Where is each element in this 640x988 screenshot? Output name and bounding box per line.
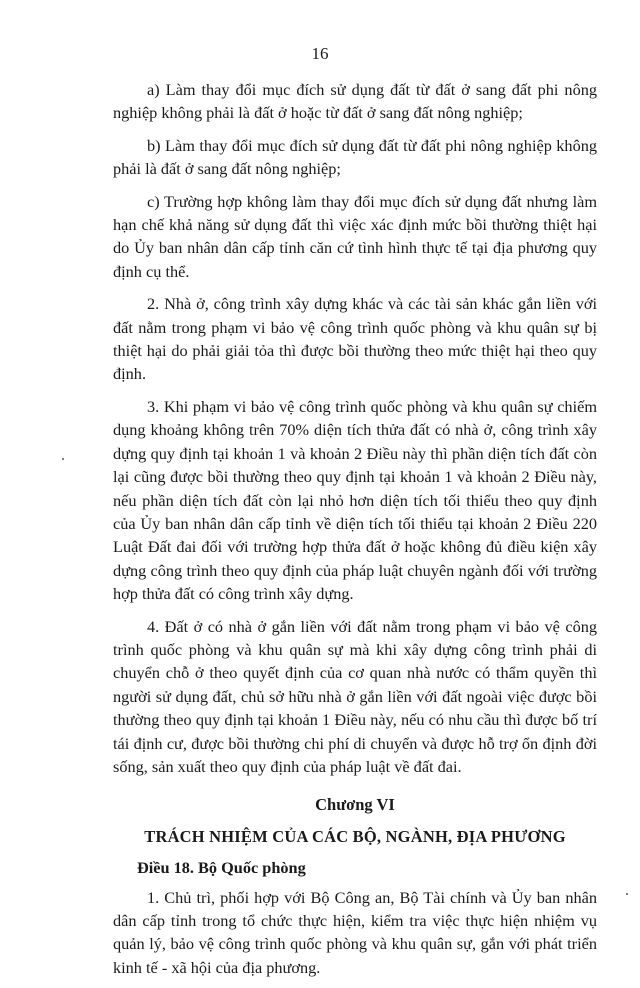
scan-speck (62, 458, 64, 460)
paragraph-item-3: 3. Khi phạm vi bảo vệ công trình quốc phòng và khu quân sự chiếm dụng khoảng không trên 70% diện tích thửa đất có nhà ở, công trình xây dựng quy định tại khoản 1 và khoản 2 Điều này thì phần diện tích đất còn lại cũng được bồi thường theo quy định tại khoản 1 và khoản 2 Điều này, nếu phần diện tích đất còn lại nhỏ hơn diện tích tối thiểu theo quy định của Ủy ban nhân dân cấp tỉnh về diện tích tối thiểu tại khoản 2 Điều 220 Luật Đất đai đối với trường hợp thửa đất ở hoặc không đủ điều kiện xây dựng công trình theo quy định của pháp luật chuyên ngành đối với trường hợp thửa đất có công trình xây dựng. (113, 396, 597, 604)
article-heading: Điều 18. Bộ Quốc phòng (137, 858, 306, 878)
page-number: 16 (311, 44, 329, 63)
paragraph-item-4: 4. Đất ở có nhà ở gắn liền với đất nằm trong phạm vi bảo vệ công trình quốc phòng và khu quân sự mà khi xây dựng công trình phải di chuyển chỗ ở theo quyết định của cơ quan nhà nước có thẩm quyền thì người sử dụng đất, chủ sở hữu nhà ở gắn liền với đất ngoài việc được bồi thường theo quy định tại khoản 1 Điều này, nếu có nhu cầu thì được bố trí tái định cư, được bồi thường chi phí di chuyển và được hỗ trợ ổn định đời sống, sản xuất theo quy định của pháp luật về đất đai. (113, 616, 597, 776)
paragraph-clause-a: a) Làm thay đổi mục đích sử dụng đất từ đất ở sang đất phi nông nghiệp không phải là đất ở hoặc từ đất ở sang đất nông nghiệp; (113, 80, 597, 123)
paragraph-article-item-1: 1. Chủ trì, phối hợp với Bộ Công an, Bộ Tài chính và Ủy ban nhân dân cấp tỉnh trong tổ chức thực hiện, kiểm tra việc thực hiện nhiệm vụ quản lý, bảo vệ công trình quốc phòng và khu quân sự, gắn với phát triển kinh tế - xã hội của địa phương. (113, 887, 597, 977)
paragraph-clause-c: c) Trường hợp không làm thay đổi mục đích sử dụng đất nhưng làm hạn chế khả năng sử dụng đất thì việc xác định mức bồi thường thiệt hại do Ủy ban nhân dân cấp tỉnh căn cứ tình hình thực tế tại địa phương quy định cụ thể. (113, 191, 597, 281)
chapter-title: TRÁCH NHIỆM CỦA CÁC BỘ, NGÀNH, ĐỊA PHƯƠNG (144, 826, 566, 846)
scan-speck (626, 893, 628, 895)
chapter-label: Chương VI (315, 795, 395, 815)
document-body (113, 78, 597, 988)
paragraph-item-2: 2. Nhà ở, công trình xây dựng khác và các tài sản khác gắn liền với đất nằm trong phạm vi bảo vệ công trình quốc phòng và khu quân sự bị thiệt hại do phải giải tỏa thì được bồi thường theo mức thiệt hại theo quy định. (113, 294, 597, 384)
paragraph-clause-b: b) Làm thay đổi mục đích sử dụng đất từ đất phi nông nghiệp không phải là đất ở sang đất nông nghiệp; (113, 135, 597, 179)
